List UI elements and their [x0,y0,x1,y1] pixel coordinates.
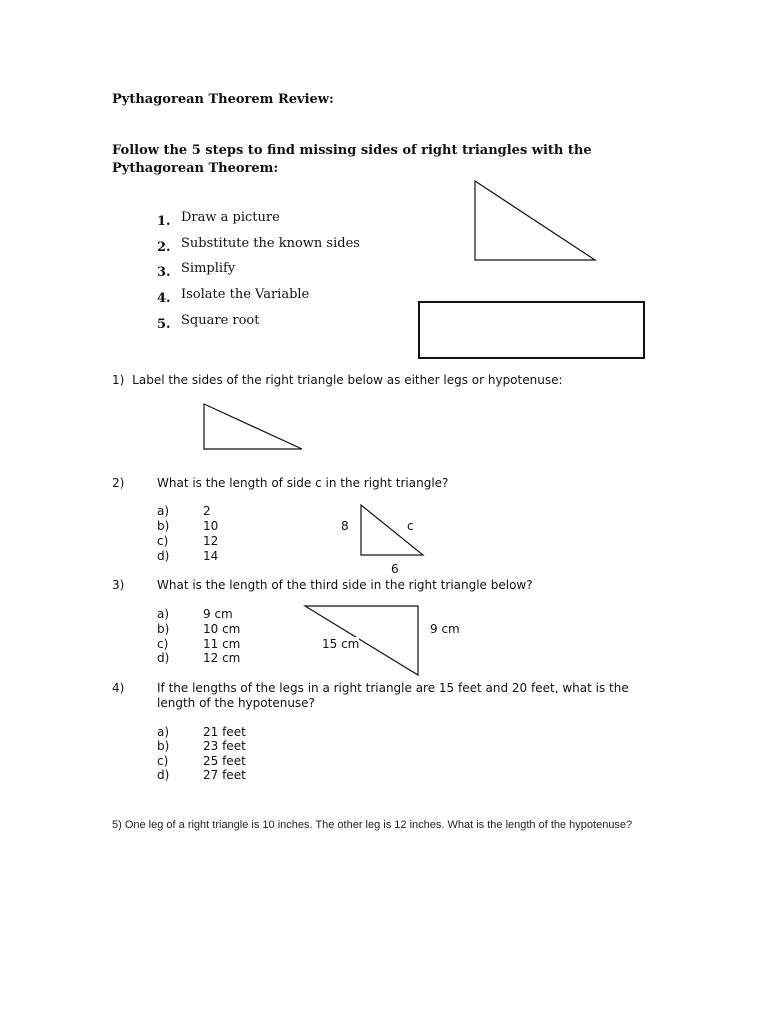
question-4-text-line1: If the lengths of the legs in a right triangle are 15 feet and 20 feet, what is the [157,681,629,695]
step-item [157,261,236,280]
question-3-text: What is the length of the third side in the right triangle below? [157,578,533,592]
step-number: 5. [157,317,171,332]
question-number: 1) [112,373,125,387]
option-value[interactable]: 12 cm [203,651,241,665]
option-letter: a) [157,725,170,739]
step-text: Isolate the Variable [181,287,310,302]
step-item [157,287,310,306]
option-value[interactable]: 10 cm [203,622,241,636]
question-text: Label the sides of the right triangle below as either legs or hypotenuse: [132,373,563,387]
option-letter: b) [157,739,170,753]
option-letter: a) [157,504,170,518]
question-5-text: 5) One leg of a right triangle is 10 inches. The other leg is 12 inches. What is the length of the hypotenuse? [112,819,633,831]
example-triangle [470,178,600,264]
answer-box[interactable] [418,301,645,359]
option-value[interactable]: 10 [203,519,219,533]
question-1 [112,373,563,387]
step-number: 3. [157,265,171,280]
question-4-text-line2: length of the hypotenuse? [157,696,315,710]
question-2-text: What is the length of side c in the right triangle? [157,476,449,490]
option-letter: b) [157,519,170,533]
step-text: Simplify [181,261,236,276]
step-item [157,236,360,255]
option-value[interactable]: 2 [203,504,211,518]
option-value[interactable]: 12 [203,534,219,548]
option-letter: d) [157,768,170,782]
triangle-label-leg: 9 cm [430,622,460,636]
option-value[interactable]: 27 feet [203,768,246,782]
triangle-label-base: 6 [391,562,399,576]
option-letter: c) [157,637,169,651]
option-value[interactable]: 23 feet [203,739,246,753]
option-letter: d) [157,651,170,665]
step-text: Substitute the known sides [181,236,360,251]
step-item [157,210,280,229]
option-letter: d) [157,549,170,563]
step-number: 1. [157,214,171,229]
question-3-number: 3) [112,578,125,592]
triangle-label-hypotenuse: c [407,519,414,533]
option-value[interactable]: 21 feet [203,725,246,739]
option-value[interactable]: 11 cm [203,637,241,651]
option-value[interactable]: 14 [203,549,219,563]
option-letter: b) [157,622,170,636]
step-item [157,313,260,332]
question-1-triangle [200,400,308,454]
question-2-triangle [358,502,428,560]
option-letter: c) [157,534,169,548]
question-2-number: 2) [112,476,125,490]
option-value[interactable]: 25 feet [203,754,246,768]
worksheet-title: Pythagorean Theorem Review: [112,92,334,107]
step-text: Square root [181,313,260,328]
option-letter: c) [157,754,169,768]
triangle-label-leg: 8 [341,519,349,533]
option-value[interactable]: 9 cm [203,607,233,621]
instructions-text: Follow the 5 steps to find missing sides of right triangles with the Pythagorean Theorem: [112,143,592,176]
step-number: 2. [157,240,171,255]
step-number: 4. [157,291,171,306]
question-4-number: 4) [112,681,125,695]
triangle-label-hypotenuse: 15 cm [322,637,360,651]
step-text: Draw a picture [181,210,280,225]
question-3-triangle [302,603,424,679]
option-letter: a) [157,607,170,621]
